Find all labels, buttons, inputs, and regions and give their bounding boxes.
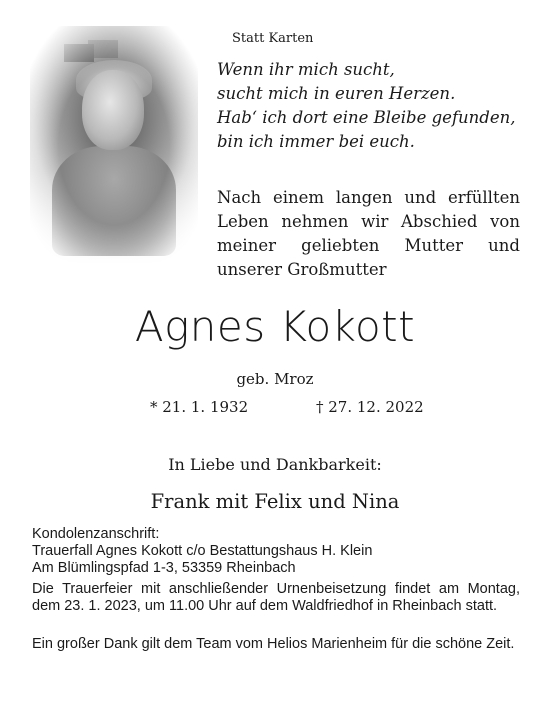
funeral-info: Die Trauerfeier mit anschließender Urnenbeisetzung findet am Montag, dem 23. 1. 2023, um 11.00 Uhr auf dem Waldfriedhof in Rheinbach statt. xyxy=(32,581,520,614)
condolence-label: Kondolenzanschrift: xyxy=(32,526,160,542)
mourners-intro: In Liebe und Dankbarkeit: xyxy=(168,455,382,474)
condolence-address-line-1: Trauerfall Agnes Kokott c/o Bestattungshaus H. Klein xyxy=(32,543,373,559)
death-date: † 27. 12. 2022 xyxy=(316,398,424,416)
background-picture-frames xyxy=(64,44,94,62)
deceased-name: Agnes Kokott xyxy=(134,302,416,351)
statt-karten: Statt Karten xyxy=(232,31,314,46)
portrait-photo xyxy=(30,26,198,266)
mourners-names: Frank mit Felix und Nina xyxy=(150,490,400,513)
verse-line-3: Hab‘ ich dort eine Bleibe gefunden, xyxy=(217,108,516,127)
thanks-note: Ein großer Dank gilt dem Team vom Helios Marienheim für die schöne Zeit. xyxy=(32,636,515,652)
verse-line-2: sucht mich in euren Herzen. xyxy=(217,84,456,103)
portrait-face xyxy=(82,70,144,150)
verse-line-4: bin ich immer bei euch. xyxy=(217,132,415,151)
maiden-name: geb. Mroz xyxy=(236,370,314,388)
farewell-intro: Nach einem langen und erfüllten Leben nehmen wir Abschied von meiner geliebten Mutter und unserer Großmutter xyxy=(217,188,520,279)
portrait-body xyxy=(52,146,176,256)
birth-date: * 21. 1. 1932 xyxy=(150,398,249,416)
verse-line-1: Wenn ihr mich sucht, xyxy=(217,60,395,79)
condolence-address-line-2: Am Blümlingspfad 1-3, 53359 Rheinbach xyxy=(32,560,296,576)
